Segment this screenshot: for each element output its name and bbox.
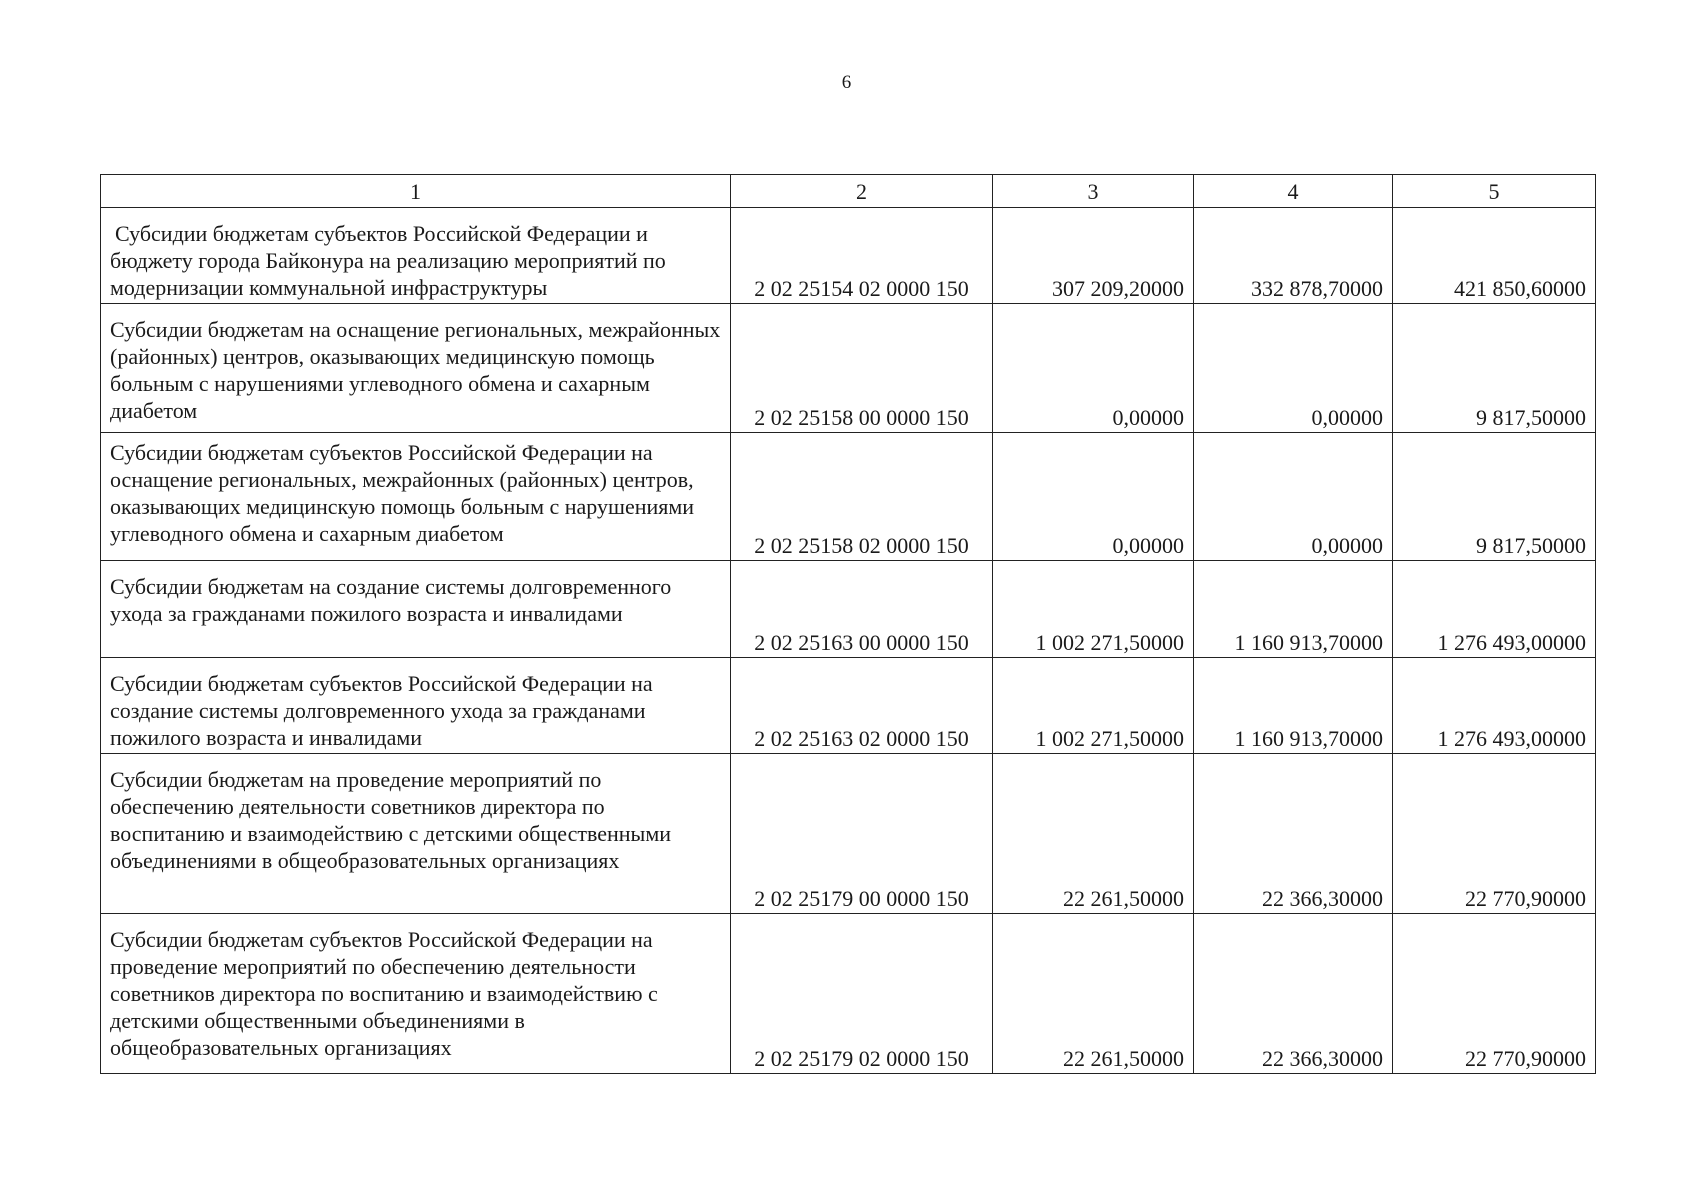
row-code: 2 02 25179 00 0000 150 <box>731 754 993 914</box>
row-description: Субсидии бюджетам субъектов Российской Федерации на проведение мероприятий по обеспечению деятельности советников директора по воспитанию и взаимодействию с детскими общественными объединениями в общеобразовательных организациях <box>101 914 731 1074</box>
row-code: 2 02 25163 00 0000 150 <box>731 561 993 658</box>
row-description: Субсидии бюджетам субъектов Российской Федерации и бюджету города Байконура на реализацию мероприятий по модернизации коммунальной инфраструктуры <box>101 208 731 304</box>
row-value-col5: 9 817,50000 <box>1393 433 1596 561</box>
row-value-col4: 1 160 913,70000 <box>1194 658 1393 754</box>
row-value-col4: 0,00000 <box>1194 433 1393 561</box>
row-value-col3: 0,00000 <box>993 304 1194 433</box>
row-code: 2 02 25163 02 0000 150 <box>731 658 993 754</box>
row-description: Субсидии бюджетам на проведение мероприятий по обеспечению деятельности советников директора по воспитанию и взаимодействию с детскими общественными объединениями в общеобразовательных организациях <box>101 754 731 914</box>
row-description: Субсидии бюджетам на создание системы долговременного ухода за гражданами пожилого возраста и инвалидами <box>101 561 731 658</box>
row-value-col5: 421 850,60000 <box>1393 208 1596 304</box>
row-description: Субсидии бюджетам субъектов Российской Федерации на оснащение региональных, межрайонных (районных) центров, оказывающих медицинскую помощь больным с нарушениями углеводного обмена и сахарным диабетом <box>101 433 731 561</box>
row-code: 2 02 25154 02 0000 150 <box>731 208 993 304</box>
row-code: 2 02 25158 02 0000 150 <box>731 433 993 561</box>
table-row <box>101 304 1596 433</box>
row-value-col5: 9 817,50000 <box>1393 304 1596 433</box>
row-value-col5: 22 770,90000 <box>1393 754 1596 914</box>
page-number: 6 <box>841 72 852 93</box>
row-code: 2 02 25158 00 0000 150 <box>731 304 993 433</box>
row-value-col3: 22 261,50000 <box>993 914 1194 1074</box>
row-value-col4: 0,00000 <box>1194 304 1393 433</box>
row-description: Субсидии бюджетам субъектов Российской Федерации на создание системы долговременного ухода за гражданами пожилого возраста и инвалидами <box>101 658 731 754</box>
column-header: 1 <box>101 175 731 208</box>
table-row <box>101 914 1596 1074</box>
budget-table <box>100 174 1596 1074</box>
row-value-col5: 1 276 493,00000 <box>1393 561 1596 658</box>
column-header: 5 <box>1393 175 1596 208</box>
table-row <box>101 754 1596 914</box>
column-header: 4 <box>1194 175 1393 208</box>
table-header-row <box>101 175 1596 208</box>
table-row <box>101 561 1596 658</box>
row-value-col5: 22 770,90000 <box>1393 914 1596 1074</box>
column-header: 3 <box>993 175 1194 208</box>
row-value-col4: 1 160 913,70000 <box>1194 561 1393 658</box>
row-value-col3: 1 002 271,50000 <box>993 561 1194 658</box>
row-value-col4: 22 366,30000 <box>1194 914 1393 1074</box>
row-value-col5: 1 276 493,00000 <box>1393 658 1596 754</box>
row-value-col4: 332 878,70000 <box>1194 208 1393 304</box>
table-row <box>101 658 1596 754</box>
row-value-col3: 307 209,20000 <box>993 208 1194 304</box>
row-description: Субсидии бюджетам на оснащение региональных, межрайонных (районных) центров, оказывающих медицинскую помощь больным с нарушениями углеводного обмена и сахарным диабетом <box>101 304 731 433</box>
column-header: 2 <box>731 175 993 208</box>
row-value-col3: 22 261,50000 <box>993 754 1194 914</box>
row-value-col4: 22 366,30000 <box>1194 754 1393 914</box>
row-value-col3: 1 002 271,50000 <box>993 658 1194 754</box>
row-value-col3: 0,00000 <box>993 433 1194 561</box>
table-row <box>101 433 1596 561</box>
table-row <box>101 208 1596 304</box>
row-code: 2 02 25179 02 0000 150 <box>731 914 993 1074</box>
